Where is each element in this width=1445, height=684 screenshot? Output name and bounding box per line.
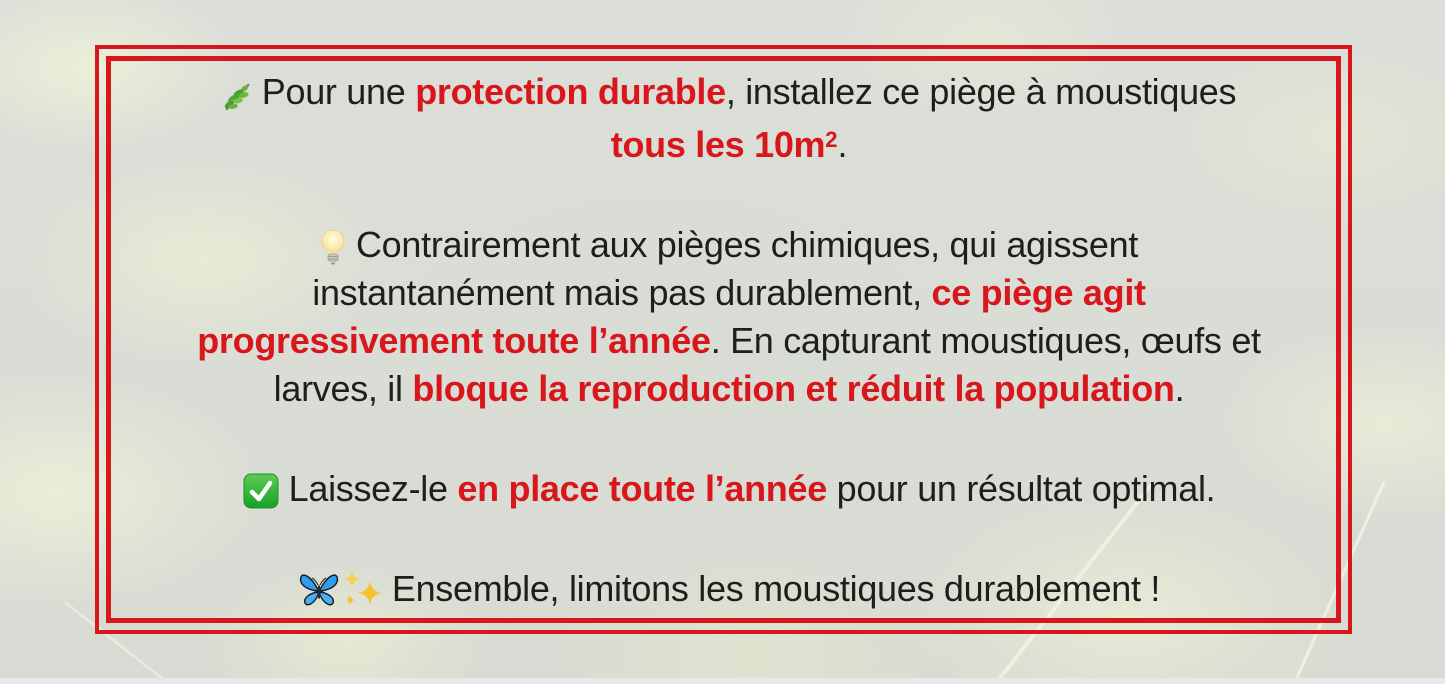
text-segment: pour un résultat optimal.: [826, 468, 1216, 509]
paragraph-piege-progressif: [118, 221, 1340, 413]
paragraph-protection-durable: [118, 68, 1340, 169]
text-segment: .: [1174, 368, 1185, 409]
text-line: [118, 269, 1340, 317]
text-line: [118, 116, 1340, 169]
text-segment: .: [837, 124, 848, 165]
paragraph-laissez-en-place: [118, 465, 1340, 513]
text-segment: instantanément mais pas durablement,: [312, 272, 932, 313]
text-segment: ce piège agit: [931, 272, 1146, 313]
text-line: [118, 221, 1340, 269]
check-mark-icon: [243, 473, 279, 509]
text-segment: tous les 10m: [610, 124, 826, 165]
butterfly-icon: [298, 571, 340, 609]
text-segment: protection durable: [415, 71, 726, 112]
sparkles-icon: [344, 569, 382, 609]
paragraph-ensemble: [118, 565, 1340, 613]
text-line: [118, 365, 1340, 413]
text-segment: Laissez-le: [288, 468, 458, 509]
text-segment: en place toute l’année: [457, 468, 827, 509]
herb-icon: [222, 82, 252, 112]
text-line: [118, 565, 1340, 613]
text-segment: , installez ce piège à moustiques: [725, 71, 1237, 112]
text-segment: 2: [825, 127, 838, 152]
text-segment: Pour une: [261, 71, 416, 112]
text-line: [118, 317, 1340, 365]
text-segment: progressivement toute l’année: [197, 320, 711, 361]
text-line: [118, 465, 1340, 513]
text-segment: Ensemble, limitons les moustiques durablement !: [391, 568, 1161, 609]
text-segment: bloque la reproduction et réduit la population: [412, 368, 1175, 409]
text-segment: Contrairement aux pièges chimiques, qui agissent: [355, 224, 1139, 265]
lightbulb-icon: [320, 229, 346, 265]
text-segment: larves, il: [273, 368, 413, 409]
text-line: [118, 68, 1340, 116]
text-segment: . En capturant moustiques, œufs et: [710, 320, 1261, 361]
banner-text: [118, 68, 1340, 613]
photo-edge-strip: [0, 678, 1445, 684]
